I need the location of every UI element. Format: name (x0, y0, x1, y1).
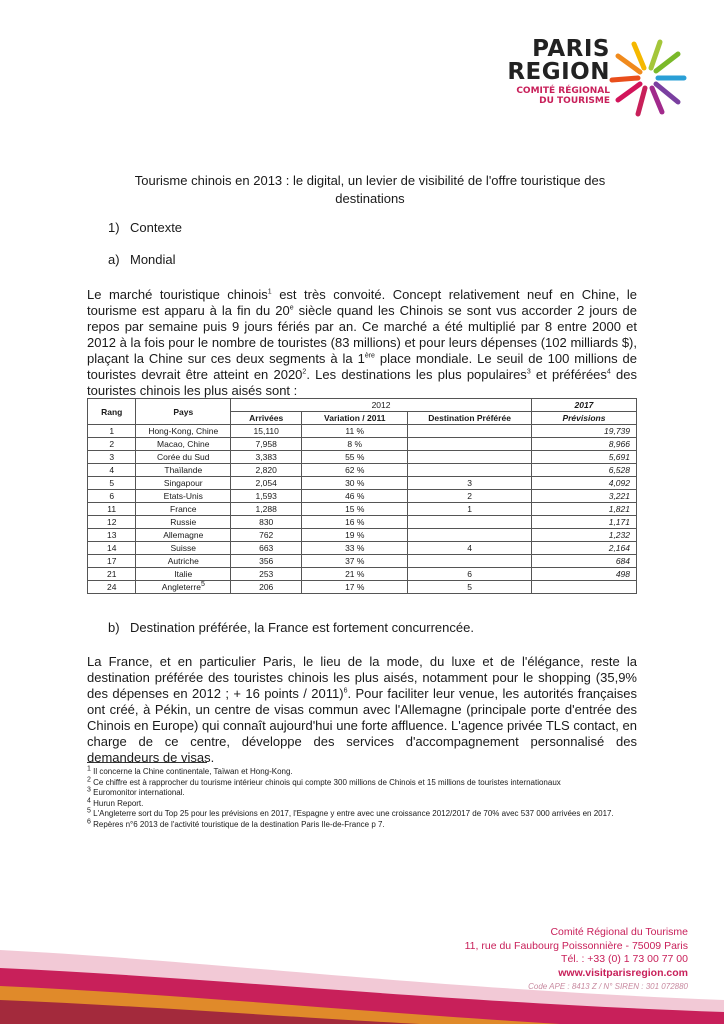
table-row (88, 542, 637, 555)
footnote-item: $^5$ L'Angleterre sort du Top 25 pour les prévisions en 2017, l'Espagne y entre avec une croissance 2012/2017 de 70% avec 537 000 arrivées en 2017. (87, 807, 614, 818)
destinations-table (87, 398, 637, 594)
cell-destination (408, 516, 532, 529)
cell-destination: 5 (408, 581, 532, 594)
footnote-ref: 5 (200, 581, 205, 589)
cell-arrivees: 356 (231, 555, 302, 568)
footer-website-link[interactable]: www.visitparisregion.com (558, 966, 688, 979)
cell-destination (408, 529, 532, 542)
cell-rang: 6 (88, 490, 136, 503)
paragraph-france: La France, et en particulier Paris, le lieu de la mode, du luxe et de l'élégance, reste la destination préférée des touristes chinois les plus aisés, notamment pour le shopping (35,9% des dépenses en 2012 ; + 16 points / 2011)$^6$. Pour faciliter leur venue, les autorités françaises ont créé, à Pékin, un centre de visas commun avec l'Allemagne (principale porte d'entrée des Chinois en Europe) qui connaît aujourd'hui une forte affluence. L'agence privée TLS contact, en charge de ce centre, développe des services d'accompagnement personnalisé des demandeurs de visas. (87, 654, 637, 765)
cell-previsions: 1,821 (531, 503, 636, 516)
cell-variation: 19 % (302, 529, 408, 542)
paragraph-market: Le marché touristique chinois$^1$ est très convoité. Concept relativement neuf en Chine, le tourisme est apparu à la fin du 20e siècle quand les Chinois se sont vus accorder 2 jours de repos par semaine puis 9 jours fériés par an. Ce marché a été multiplié par 8 entre 2000 et 2012 à la fois pour le nombre de touristes (83 millions) et pour leurs dépenses (102 milliards $), plaçant la Chine sur ces deux segments à la 1ère place mondiale. Le seuil de 100 millions de touristes devrait être atteint en 2020$^2$. Les destinations les plus populaires$^3$ et préférées$^4$ des touristes chinois les plus aisés sont : (87, 287, 638, 398)
cell-variation: 62 % (302, 464, 408, 477)
footer-address: 11, rue du Faubourg Poissonnière - 75009 Paris (464, 939, 688, 952)
footnote-ref: 1 (267, 288, 272, 296)
cell-rang: 13 (88, 529, 136, 542)
subsection-number: a) (108, 252, 120, 267)
cell-destination: 4 (408, 542, 532, 555)
subsection-label: Destination préférée, la France est fortement concurrencée. (130, 620, 474, 635)
cell-previsions: 1,171 (531, 516, 636, 529)
cell-variation: 11 % (302, 425, 408, 438)
cell-rang: 12 (88, 516, 136, 529)
cell-pays: Angleterre$^5$ (136, 581, 231, 594)
cell-destination: 3 (408, 477, 532, 490)
cell-variation: 37 % (302, 555, 408, 568)
cell-destination (408, 464, 532, 477)
footnote-item: $^3$ Euromonitor international. (87, 786, 185, 797)
table-row (88, 477, 637, 490)
paris-region-logo-mark (606, 36, 690, 120)
cell-rang: 17 (88, 555, 136, 568)
table-row (88, 555, 637, 568)
footnote-ref: 3 (526, 368, 531, 376)
cell-arrivees: 2,054 (231, 477, 302, 490)
table-row (88, 425, 637, 438)
table-row (88, 451, 637, 464)
cell-destination: 2 (408, 490, 532, 503)
cell-destination: 6 (408, 568, 532, 581)
cell-previsions: 19,739 (531, 425, 636, 438)
section-label: Contexte (130, 220, 183, 235)
cell-pays: Suisse (136, 542, 231, 555)
cell-variation: 33 % (302, 542, 408, 555)
cell-arrivees: 2,820 (231, 464, 302, 477)
footnote-item: $^1$ Il concerne la Chine continentale, Taïwan et Hong-Kong. (87, 765, 293, 776)
footnote-item: $^6$ Repères n°6 2013 de l'activité touristique de la destination Paris Ile-de-France p 7. (87, 817, 385, 829)
subsection-label: Mondial (130, 252, 176, 267)
cell-previsions: 2,164 (531, 542, 636, 555)
cell-pays: Russie (136, 516, 231, 529)
section-heading-contexte (108, 220, 182, 235)
cell-arrivees: 3,383 (231, 451, 302, 464)
cell-previsions: 6,528 (531, 464, 636, 477)
cell-variation: 17 % (302, 581, 408, 594)
cell-pays: Singapour (136, 477, 231, 490)
table-row (88, 581, 637, 594)
cell-rang: 14 (88, 542, 136, 555)
cell-variation: 15 % (302, 503, 408, 516)
cell-rang: 1 (88, 425, 136, 438)
cell-arrivees: 663 (231, 542, 302, 555)
cell-arrivees: 762 (231, 529, 302, 542)
cell-arrivees: 15,110 (231, 425, 302, 438)
logo-sub2: DU TOURISME (539, 96, 610, 106)
header-2012: 2012 (231, 399, 532, 412)
cell-arrivees: 206 (231, 581, 302, 594)
logo-line2: REGION (507, 59, 610, 85)
cell-previsions: 498 (531, 568, 636, 581)
cell-pays: Hong-Kong, Chine (136, 425, 231, 438)
footnote-ref: 2 (302, 368, 307, 376)
table-row (88, 464, 637, 477)
cell-previsions: 8,966 (531, 438, 636, 451)
footer-legal: Code APE : 8413 Z / N° SIREN : 301 072880 (528, 982, 688, 991)
cell-rang: 5 (88, 477, 136, 490)
cell-rang: 21 (88, 568, 136, 581)
footer-org: Comité Régional du Tourisme (550, 926, 688, 938)
cell-arrivees: 1,593 (231, 490, 302, 503)
cell-destination (408, 425, 532, 438)
cell-arrivees: 1,288 (231, 503, 302, 516)
cell-variation: 46 % (302, 490, 408, 503)
cell-rang: 11 (88, 503, 136, 516)
cell-pays: Thaïlande (136, 464, 231, 477)
table-row (88, 438, 637, 451)
document-title: Tourisme chinois en 2013 : le digital, un levier de visibilité de l'offre touristique des destinations (134, 173, 606, 206)
footnote-ref: 4 (606, 368, 611, 376)
cell-previsions: 3,221 (531, 490, 636, 503)
table-row (88, 503, 637, 516)
footnote-item: $^4$ Hurun Report. (87, 796, 144, 808)
cell-rang: 4 (88, 464, 136, 477)
subsection-heading-destination (108, 620, 474, 635)
cell-destination: 1 (408, 503, 532, 516)
table-row (88, 490, 637, 503)
footnote-separator (87, 762, 207, 763)
paris-region-logo (500, 38, 610, 106)
logo-line1: PARIS (532, 36, 610, 62)
cell-variation: 16 % (302, 516, 408, 529)
cell-variation: 21 % (302, 568, 408, 581)
cell-rang: 3 (88, 451, 136, 464)
cell-destination (408, 438, 532, 451)
table-row (88, 568, 637, 581)
footer-contact (440, 926, 688, 994)
cell-previsions: 684 (531, 555, 636, 568)
logo-sub1: COMITÉ RÉGIONAL (516, 86, 610, 96)
header-rang: Rang (88, 399, 136, 425)
cell-pays: Etats-Unis (136, 490, 231, 503)
section-number: 1) (108, 220, 120, 235)
cell-pays: Macao, Chine (136, 438, 231, 451)
header-arrivees: Arrivées (231, 412, 302, 425)
cell-previsions: 4,092 (531, 477, 636, 490)
cell-rang: 24 (88, 581, 136, 594)
cell-previsions: 5,691 (531, 451, 636, 464)
table-row (88, 529, 637, 542)
cell-arrivees: 7,958 (231, 438, 302, 451)
header-variation: Variation / 2011 (302, 412, 408, 425)
cell-arrivees: 253 (231, 568, 302, 581)
cell-destination (408, 555, 532, 568)
subsection-number: b) (108, 620, 120, 635)
header-2017: 2017 (531, 399, 636, 412)
cell-previsions: 1,232 (531, 529, 636, 542)
header-previsions: Prévisions (531, 412, 636, 425)
footnotes (87, 767, 637, 830)
cell-arrivees: 830 (231, 516, 302, 529)
header-pays: Pays (136, 399, 231, 425)
footnote-item: $^2$ Ce chiffre est à rapprocher du tourisme intérieur chinois qui compte 300 millions de Chinois et 15 millions de touristes internationaux (87, 775, 561, 787)
cell-destination (408, 451, 532, 464)
table-row (88, 516, 637, 529)
cell-variation: 55 % (302, 451, 408, 464)
cell-previsions (531, 581, 636, 594)
footnote-ref: 6 (343, 687, 348, 695)
cell-variation: 30 % (302, 477, 408, 490)
footer-tel: Tél. : +33 (0) 1 73 00 77 00 (561, 953, 688, 965)
cell-rang: 2 (88, 438, 136, 451)
subsection-heading-mondial (108, 252, 176, 267)
table-body (88, 425, 637, 594)
cell-pays: France (136, 503, 231, 516)
cell-pays: Autriche (136, 555, 231, 568)
cell-pays: Italie (136, 568, 231, 581)
cell-variation: 8 % (302, 438, 408, 451)
header-destination: Destination Préférée (408, 412, 532, 425)
cell-pays: Allemagne (136, 529, 231, 542)
cell-pays: Corée du Sud (136, 451, 231, 464)
